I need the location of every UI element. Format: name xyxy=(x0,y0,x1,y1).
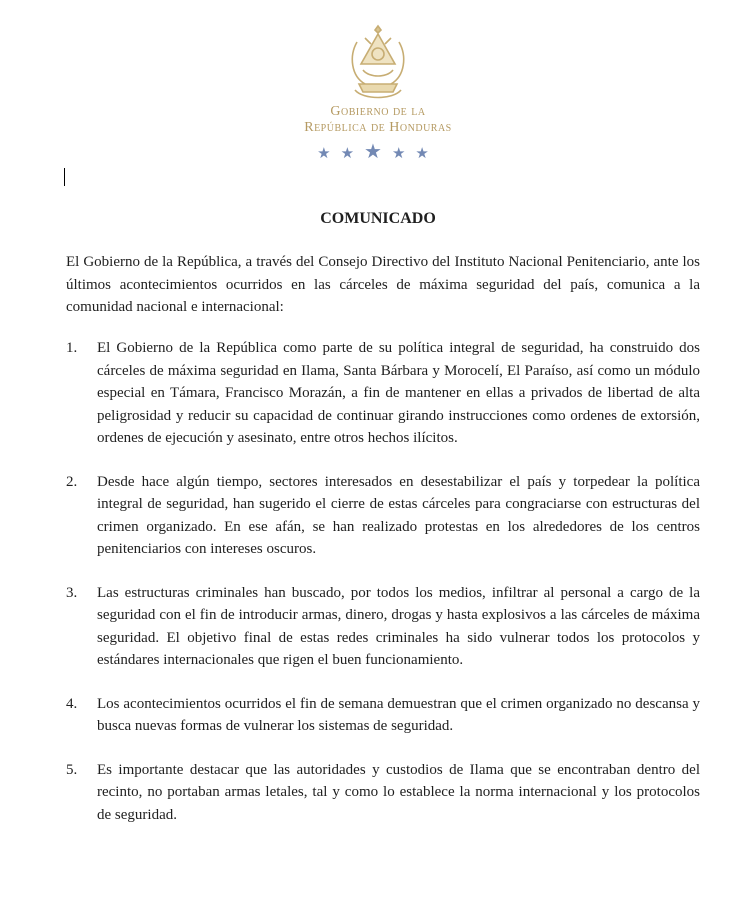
list-number: 2. xyxy=(66,473,78,490)
list-number: 3. xyxy=(66,584,78,601)
list-number: 4. xyxy=(66,695,78,712)
star-icon: ★ xyxy=(415,146,439,162)
text-cursor[interactable] xyxy=(64,168,65,186)
star-icon: ★ xyxy=(391,146,416,162)
numbered-list xyxy=(66,337,700,847)
list-number: 5. xyxy=(66,761,78,778)
list-item xyxy=(66,337,700,450)
list-text: El Gobierno de la República como parte de su política integral de seguridad, ha construido dos cárceles de máxima seguridad en Ilama, Santa Bárbara y Morocelí, El Paraíso, así como un módulo especial en Támara, Francisco Morazán, a fin de mantener en ellas a privados de libertad de alta peligrosidad y reducir su capacidad de continuar girando instrucciones como ordenes de extorsión, ordenes de ejecución y asesinato, entre otros hechos ilícitos. xyxy=(97,340,700,446)
list-text: Desde hace algún tiempo, sectores interesados en desestabilizar el país y torpedear la política integral de seguridad, han sugerido el cierre de estas cárceles para congraciarse con estructuras del crimen organizado. En ese afán, se han realizado protestas en los alrededores de los centros penitenciarios con intereses oscuros. xyxy=(97,473,700,557)
list-text: Las estructuras criminales han buscado, por todos los medios, infiltrar al personal a cargo de la seguridad con el fin de introducir armas, dinero, drogas y hasta explosivos a las cárceles de máxima seguridad. El objetivo final de estas redes criminales ha sido vulnerar todos los protocolos y estándares internacionales que rigen el buen funcionamiento. xyxy=(97,584,700,668)
star-icon: ★ xyxy=(364,141,392,163)
star-icon: ★ xyxy=(317,146,341,162)
list-text: Los acontecimientos ocurridos el fin de semana demuestran que el crimen organizado no descansa y busca nuevas formas de vulnerar los sistemas de seguridad. xyxy=(97,695,700,734)
coat-of-arms-icon xyxy=(343,20,413,104)
list-item xyxy=(66,471,700,561)
list-item xyxy=(66,759,700,827)
government-name-line1: Gobierno de la xyxy=(330,104,426,119)
intro-paragraph: El Gobierno de la República, a través del Consejo Directivo del Instituto Nacional Penitenciario, ante los últimos acontecimientos ocurridos en las cárceles de máxima seguridad del país, comunica a la comunidad nacional e internacional: xyxy=(66,254,700,315)
letterhead xyxy=(0,20,756,162)
list-number: 1. xyxy=(66,340,78,356)
list-item xyxy=(66,693,700,738)
star-icon: ★ xyxy=(340,146,365,162)
list-text: Es importante destacar que las autoridades y custodios de Ilama que se encontraban dentro del recinto, no portaban armas letales, tal y como lo establece la norma internacional y los protocolos de seguridad. xyxy=(97,761,700,823)
list-item xyxy=(66,582,700,672)
document-title: COMUNICADO xyxy=(320,210,436,227)
stars-row xyxy=(0,141,756,163)
government-name-line2: República de Honduras xyxy=(304,120,452,135)
